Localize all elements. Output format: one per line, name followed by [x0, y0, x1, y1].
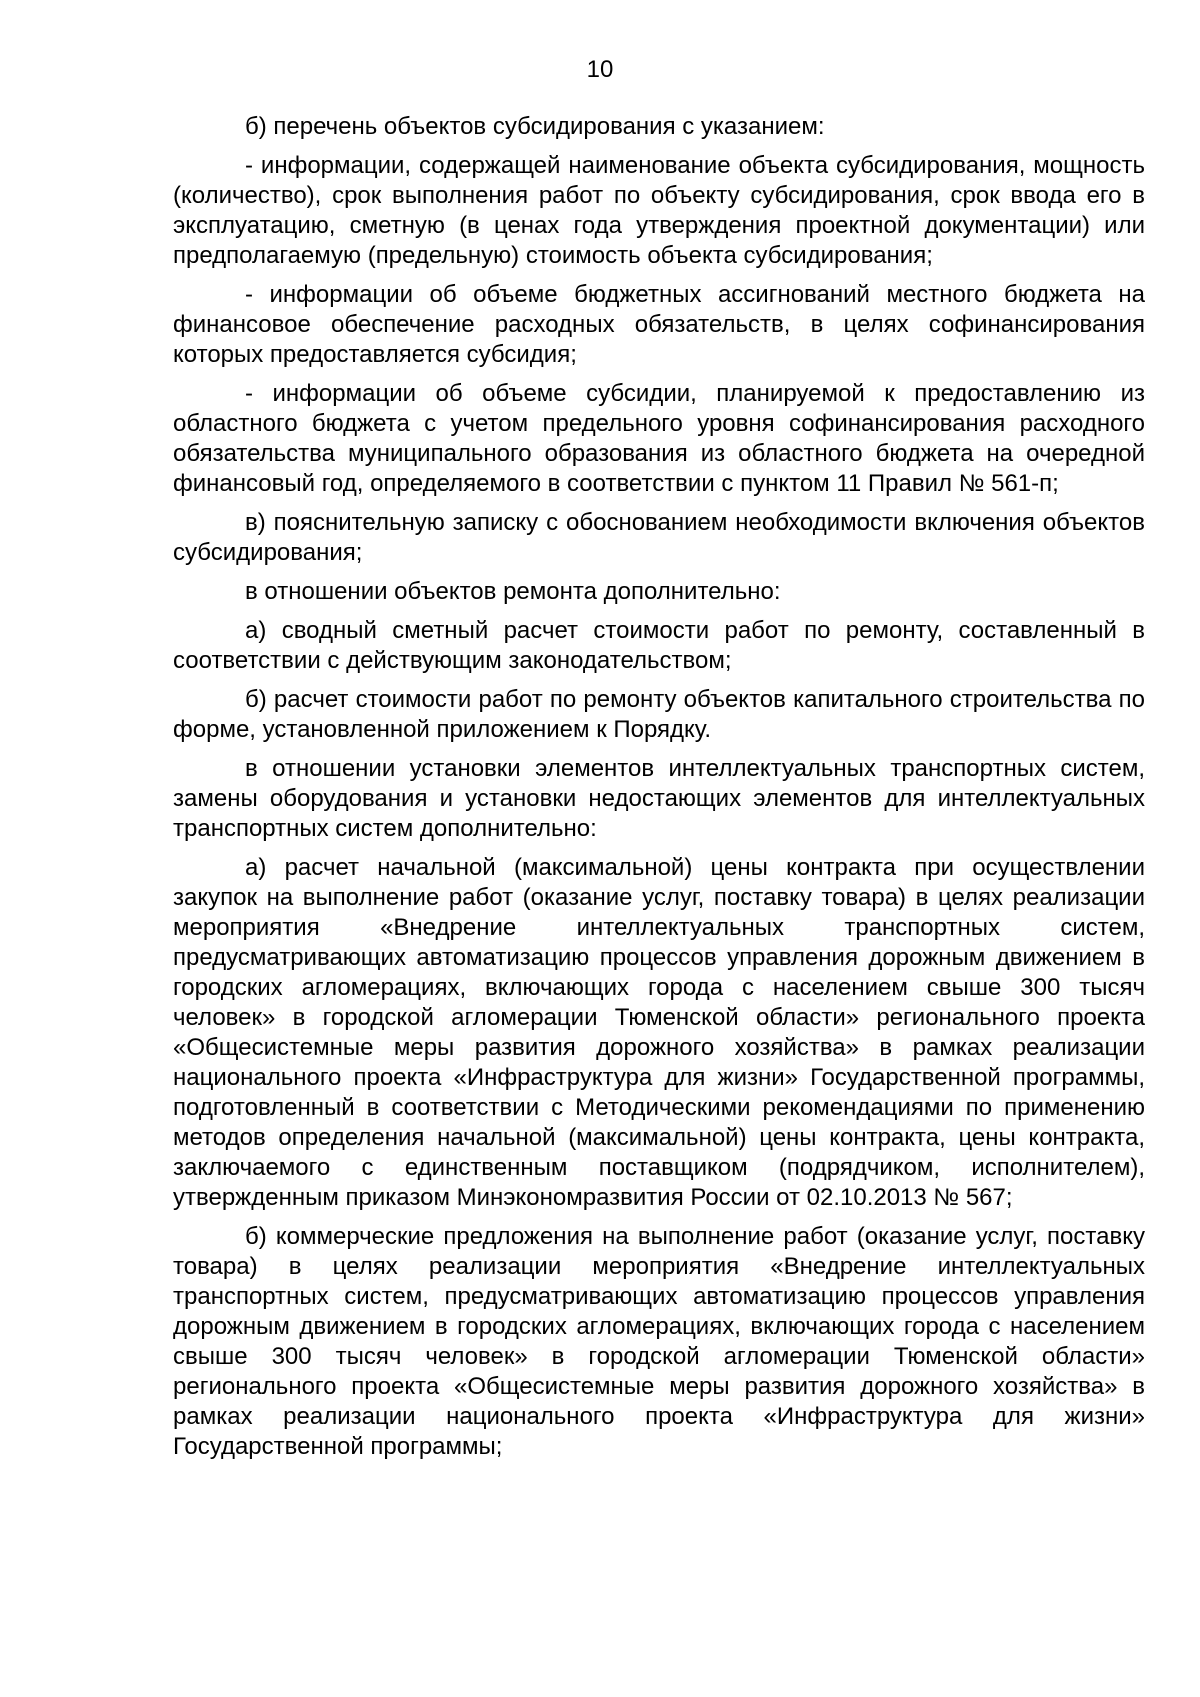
- page-number: 10: [586, 56, 614, 83]
- paragraph-object-info: - информации, содержащей наименование объекта субсидирования, мощность (количество), срок выполнения работ по объекту субсидирования, срок ввода его в эксплуатацию, сметную (в ценах года утверждения проектной документации) или предполагаемую (предельную) стоимость объекта субсидирования;: [173, 152, 1145, 269]
- paragraph-repair-objects: в отношении объектов ремонта дополнительно:: [245, 578, 781, 605]
- paragraph-list-of-objects: б) перечень объектов субсидирования с указанием:: [245, 113, 825, 140]
- paragraph-its-price-calculation: а) расчет начальной (максимальной) цены контракта при осуществлении закупок на выполнение работ (оказание услуг, поставку товара) в целях реализации мероприятия «Внедрение интеллектуальных транспортных систем, предусматривающих автоматизацию процессов управления дорожным движением в городских агломерациях, включающих города с населением свыше 300 тысяч человек» в городской агломерации Тюменской области» регионального проекта «Общесистемные меры развития дорожного хозяйства» в рамках реализации национального проекта «Инфраструктура для жизни» Государственной программы, подготовленный в соответствии с Методическими рекомендациями по применению методов определения начальной (максимальной) цены контракта, цены контракта, заключаемого с единственным поставщиком (подрядчиком, исполнителем), утвержденным приказом Минэкономразвития России от 02.10.2013 № 567;: [173, 854, 1145, 1211]
- paragraph-subsidy-info: - информации об объеме субсидии, планируемой к предоставлению из областного бюджета с учетом предельного уровня софинансирования расходного обязательства муниципального образования из областного бюджета на очередной финансовый год, определяемого в соответствии с пунктом 11 Правил № 561-п;: [173, 380, 1145, 497]
- paragraph-local-budget-info: - информации об объеме бюджетных ассигнований местного бюджета на финансовое обеспечение расходных обязательств, в целях софинансирования которых предоставляется субсидия;: [173, 281, 1145, 368]
- paragraph-explanatory-note: в) пояснительную записку с обоснованием необходимости включения объектов субсидирования;: [173, 509, 1145, 566]
- paragraph-its-installation: в отношении установки элементов интеллектуальных транспортных систем, замены оборудования и установки недостающих элементов для интеллектуальных транспортных систем дополнительно:: [173, 755, 1145, 842]
- paragraph-repair-estimate: а) сводный сметный расчет стоимости работ по ремонту, составленный в соответствии с действующим законодательством;: [173, 617, 1145, 674]
- document-body: [173, 112, 1145, 1471]
- paragraph-repair-cost-calculation: б) расчет стоимости работ по ремонту объектов капитального строительства по форме, установленной приложением к Порядку.: [173, 686, 1145, 743]
- paragraph-its-commercial-offers: б) коммерческие предложения на выполнение работ (оказание услуг, поставку товара) в целях реализации мероприятия «Внедрение интеллектуальных транспортных систем, предусматривающих автоматизацию процессов управления дорожным движением в городских агломерациях, включающих города с населением свыше 300 тысяч человек» в городской агломерации Тюменской области» регионального проекта «Общесистемные меры развития дорожного хозяйства» в рамках реализации национального проекта «Инфраструктура для жизни» Государственной программы;: [173, 1223, 1145, 1460]
